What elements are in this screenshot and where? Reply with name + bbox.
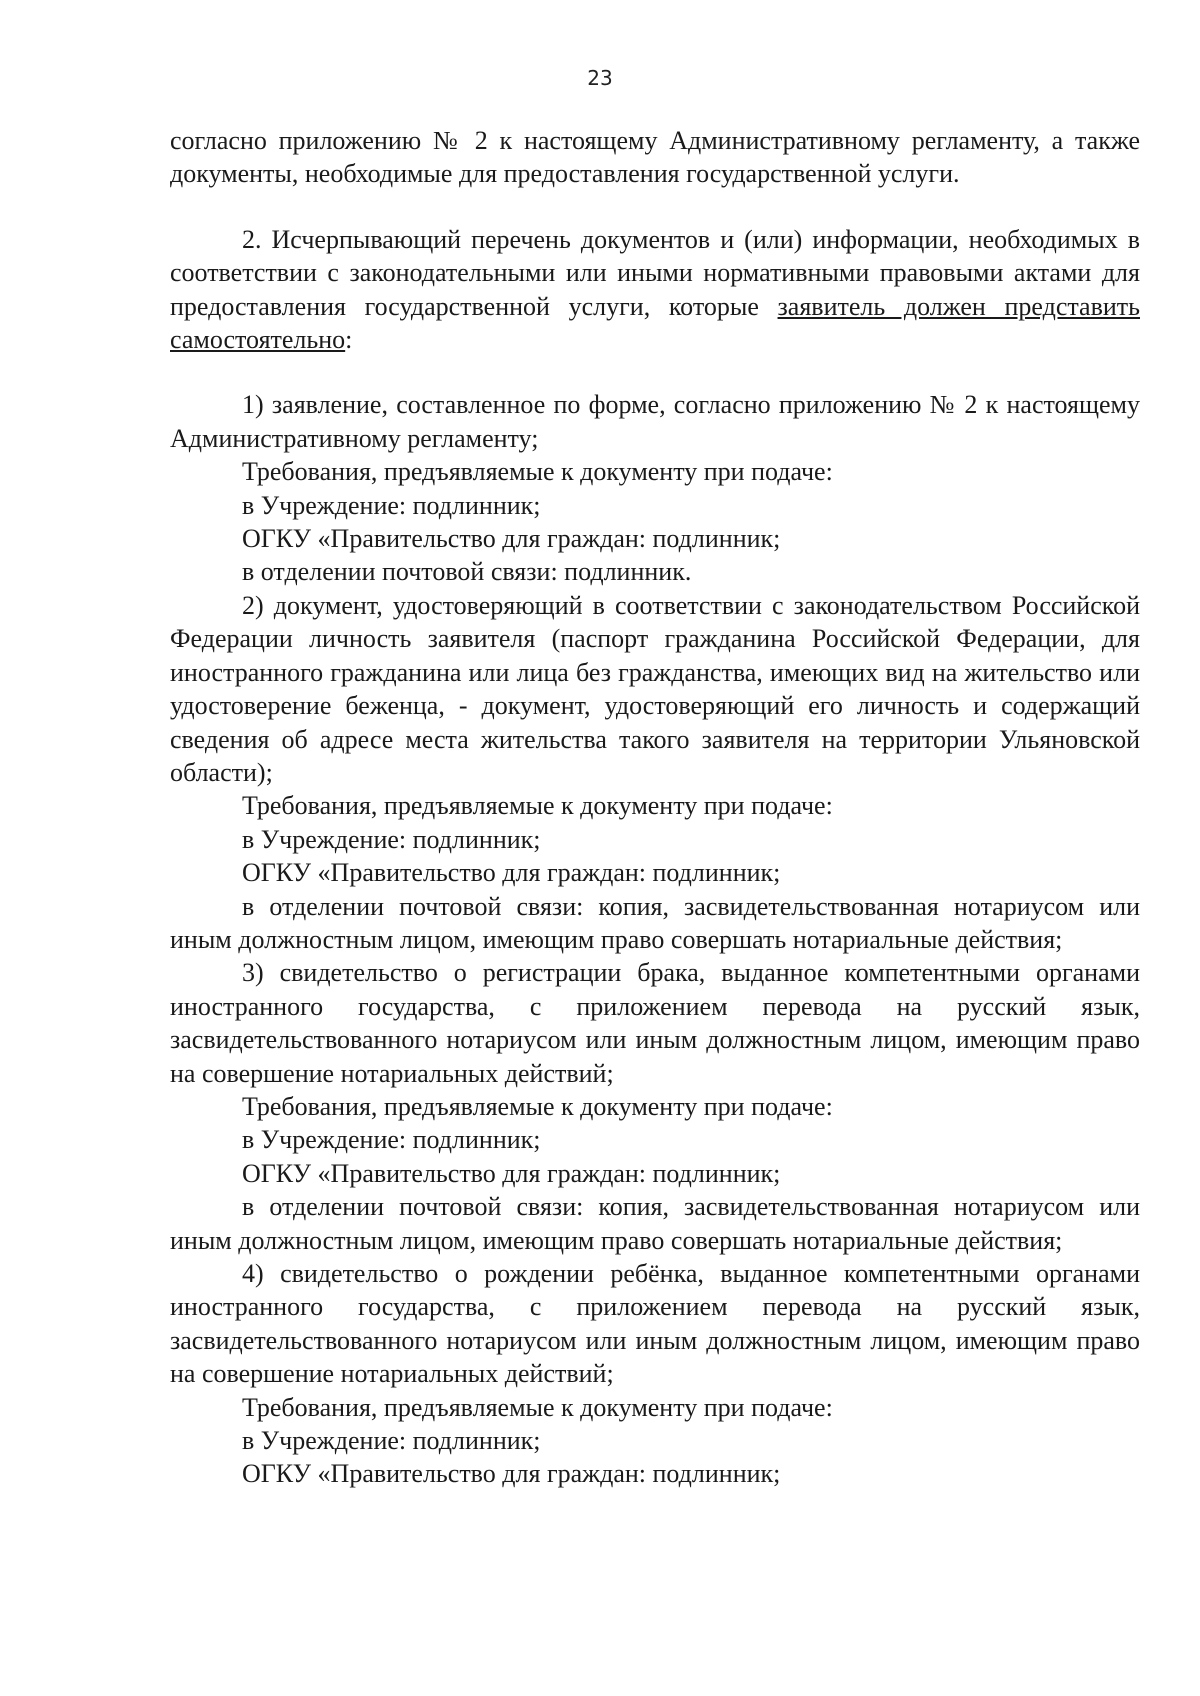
section-2-text: 2. Исчерпывающий перечень документов и (или) информации, необходимых в соответствии с законодательными или иными нормативными правовыми актами для предоставления государственной услуги, которые	[170, 224, 1140, 321]
requirement-ogku: ОГКУ «Правительство для граждан: подлинник;	[242, 858, 781, 888]
requirement-post-office: в отделении почтовой связи: копия, засвидетельствованная нотариусом или иным должностным лицом, имеющим право совершать нотариальные действия;	[170, 1192, 1140, 1255]
page-number: 23	[587, 66, 613, 90]
requirement-post-office: в отделении почтовой связи: подлинник.	[242, 557, 692, 587]
list-item-4: 4) свидетельство о рождении ребёнка, выданное компетентными органами иностранного государства, с приложением перевода на русский язык, засвидетельствованного нотариусом или иным должностным лицом, имеющим право на совершение нотариальных действий;	[170, 1259, 1140, 1389]
section-2-underlined-text: заявитель должен представить самостоятельно	[170, 291, 1140, 355]
requirement-post-office: в отделении почтовой связи: копия, засвидетельствованная нотариусом или иным должностным лицом, имеющим право совершать нотариальные действия;	[170, 891, 1140, 954]
requirement-ogku: ОГКУ «Правительство для граждан: подлинник;	[242, 1459, 781, 1489]
requirements-heading: Требования, предъявляемые к документу при подаче:	[242, 1091, 833, 1121]
requirement-ogku: ОГКУ «Правительство для граждан: подлинник;	[242, 1158, 781, 1188]
paragraph-gap	[170, 191, 1140, 223]
requirements-heading: Требования, предъявляемые к документу при подаче:	[242, 457, 833, 487]
requirement-institution: в Учреждение: подлинник;	[242, 1426, 541, 1456]
document-body	[170, 124, 1140, 1491]
section-2-colon: :	[345, 325, 353, 355]
requirement-ogku: ОГКУ «Правительство для граждан: подлинник;	[242, 524, 781, 554]
requirement-institution: в Учреждение: подлинник;	[242, 1125, 541, 1155]
requirements-heading: Требования, предъявляемые к документу при подаче:	[242, 1392, 833, 1422]
paragraph-section-2	[170, 223, 1140, 357]
paragraph-gap	[170, 356, 1140, 388]
list-item-1: 1) заявление, составленное по форме, согласно приложению № 2 к настоящему Административному регламенту;	[170, 390, 1140, 453]
list-item-2: 2) документ, удостоверяющий в соответствии с законодательством Российской Федерации личность заявителя (паспорт гражданина Российской Федерации, для иностранного гражданина или лица без гражданства, имеющих вид на жительство или удостоверение беженца, - документ, удостоверяющий его личность и содержащий сведения об адресе места жительства такого заявителя на территории Ульяновской области);	[170, 590, 1140, 787]
paragraph-continuation: согласно приложению № 2 к настоящему Административному регламенту, а также документы, необходимые для предоставления государственной услуги.	[170, 126, 1140, 189]
requirement-institution: в Учреждение: подлинник;	[242, 824, 541, 854]
requirement-institution: в Учреждение: подлинник;	[242, 490, 541, 520]
list-item-3: 3) свидетельство о регистрации брака, выданное компетентными органами иностранного государства, с приложением перевода на русский язык, засвидетельствованного нотариусом или иным должностным лицом, имеющим право на совершение нотариальных действий;	[170, 958, 1140, 1088]
requirements-heading: Требования, предъявляемые к документу при подаче:	[242, 791, 833, 821]
